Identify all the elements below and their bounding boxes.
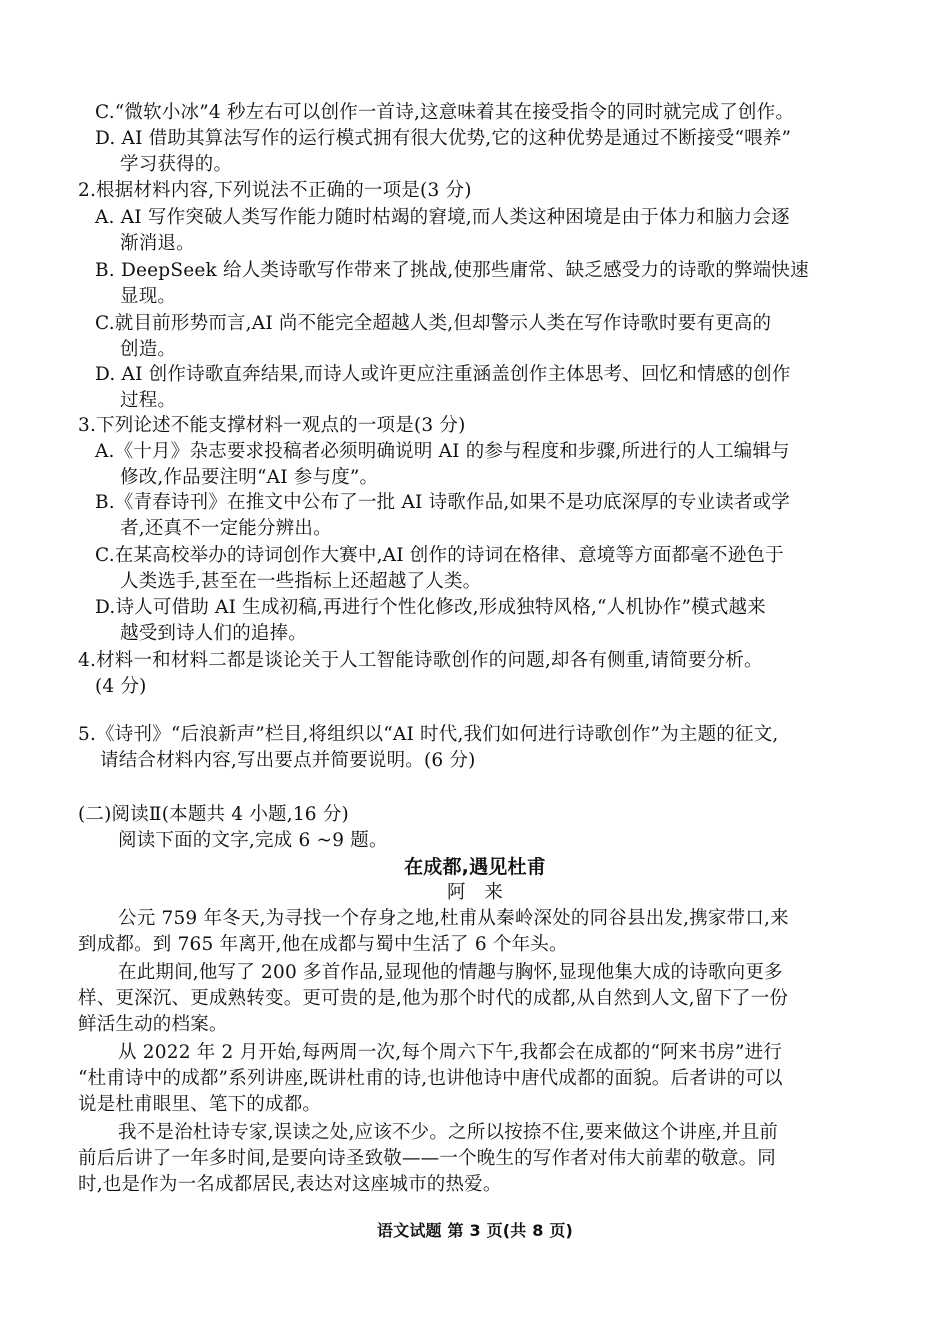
q5-line1: 5.《诗刊》“后浪新声”栏目,将组织以“AI 时代,我们如何进行诗歌创作”为主题的征文,	[78, 724, 779, 745]
article-p4-line3: 时,也是作为一名成都居民,表达对这座城市的热爱。	[78, 1174, 502, 1195]
q2-option-d-line2: 过程。	[120, 390, 177, 411]
q3-option-a-line1: A.《十月》杂志要求投稿者必须明确说明 AI 的参与程度和步骤,所进行的人工编辑与	[95, 441, 790, 462]
article-p2-line2: 样、更深沉、更成熟转变。更可贵的是,他为那个时代的成都,从自然到人文,留下了一份	[78, 988, 789, 1009]
q3-option-b-line2: 者,还真不一定能分辨出。	[120, 518, 332, 539]
q2-option-c-line1: C.就目前形势而言,AI 尚不能完全超越人类,但却警示人类在写作诗歌时要有更高的	[95, 313, 772, 334]
q3-option-a-line2: 修改,作品要注明“AI 参与度”。	[120, 467, 379, 488]
q2-option-b-line1: B. DeepSeek 给人类诗歌写作带来了挑战,使那些庸常、缺乏感受力的诗歌的弊端快速	[95, 260, 809, 281]
q2-option-a-line2: 渐消退。	[120, 233, 195, 254]
article-p2-line3: 鲜活生动的档案。	[78, 1014, 228, 1035]
q3-option-d-line2: 越受到诗人们的追捧。	[120, 623, 308, 644]
section2-instruction: 阅读下面的文字,完成 6 ~9 题。	[118, 830, 388, 851]
article-p3-line2: “杜甫诗中的成都”系列讲座,既讲杜甫的诗,也讲他诗中唐代成都的面貌。后者讲的可以	[78, 1068, 783, 1089]
q2-stem: 2.根据材料内容,下列说法不正确的一项是(3 分)	[78, 180, 472, 201]
q3-option-c-line1: C.在某高校举办的诗词创作大赛中,AI 创作的诗词在格律、意境等方面都毫不逊色于	[95, 545, 784, 566]
q2-option-d-line1: D. AI 创作诗歌直奔结果,而诗人或许更应注重涵盖创作主体思考、回忆和情感的创作	[95, 364, 791, 385]
section2-header: (二)阅读Ⅱ(本题共 4 小题,16 分)	[78, 804, 349, 825]
q4-line2: (4 分)	[95, 676, 147, 697]
article-title: 在成都,遇见杜甫	[404, 856, 546, 878]
article-p3-line3: 说是杜甫眼里、笔下的成都。	[78, 1094, 322, 1115]
q3-stem: 3.下列论述不能支撑材料一观点的一项是(3 分)	[78, 415, 466, 436]
q1-option-d-line2: 学习获得的。	[120, 154, 233, 175]
q3-option-c-line2: 人类选手,甚至在一些指标上还超越了人类。	[120, 571, 482, 592]
article-p1-line1: 公元 759 年冬天,为寻找一个存身之地,杜甫从秦岭深处的同谷县出发,携家带口,来	[118, 908, 789, 929]
q1-option-c: C.“微软小冰”4 秒左右可以创作一首诗,这意味着其在接受指令的同时就完成了创作。	[95, 102, 795, 123]
page-footer: 语文试题 第 3 页(共 8 页)	[376, 1221, 574, 1240]
article-p4-line2: 前后后讲了一年多时间,是要向诗圣致敬——一个晚生的写作者对伟大前辈的敬意。同	[78, 1148, 776, 1169]
article-p3-line1: 从 2022 年 2 月开始,每两周一次,每个周六下午,我都会在成都的“阿来书房”进行	[118, 1042, 783, 1063]
q2-option-a-line1: A. AI 写作突破人类写作能力随时枯竭的窘境,而人类这种困境是由于体力和脑力会逐	[95, 207, 790, 228]
article-p1-line2: 到成都。到 765 年离开,他在成都与蜀中生活了 6 个年头。	[78, 934, 568, 955]
q2-option-b-line2: 显现。	[120, 286, 177, 307]
q5-line2: 请结合材料内容,写出要点并简要说明。(6 分)	[100, 750, 476, 771]
article-p4-line1: 我不是治杜诗专家,误读之处,应该不少。之所以按捺不住,要来做这个讲座,并且前	[118, 1122, 779, 1143]
q3-option-b-line1: B.《青春诗刊》在推文中公布了一批 AI 诗歌作品,如果不是功底深厚的专业读者或学	[95, 492, 790, 513]
q4-line1: 4.材料一和材料二都是谈论关于人工智能诗歌创作的问题,却各有侧重,请简要分析。	[78, 650, 763, 671]
q3-option-d-line1: D.诗人可借助 AI 生成初稿,再进行个性化修改,形成独特风格,“人机协作”模式越来	[95, 597, 766, 618]
article-p2-line1: 在此期间,他写了 200 多首作品,显现他的情趣与胸怀,显现他集大成的诗歌向更多	[118, 962, 783, 983]
q1-option-d-line1: D. AI 借助其算法写作的运行模式拥有很大优势,它的这种优势是通过不断接受“喂养”	[95, 128, 792, 149]
article-author: 阿 来	[446, 882, 504, 903]
q2-option-c-line2: 创造。	[120, 339, 177, 360]
